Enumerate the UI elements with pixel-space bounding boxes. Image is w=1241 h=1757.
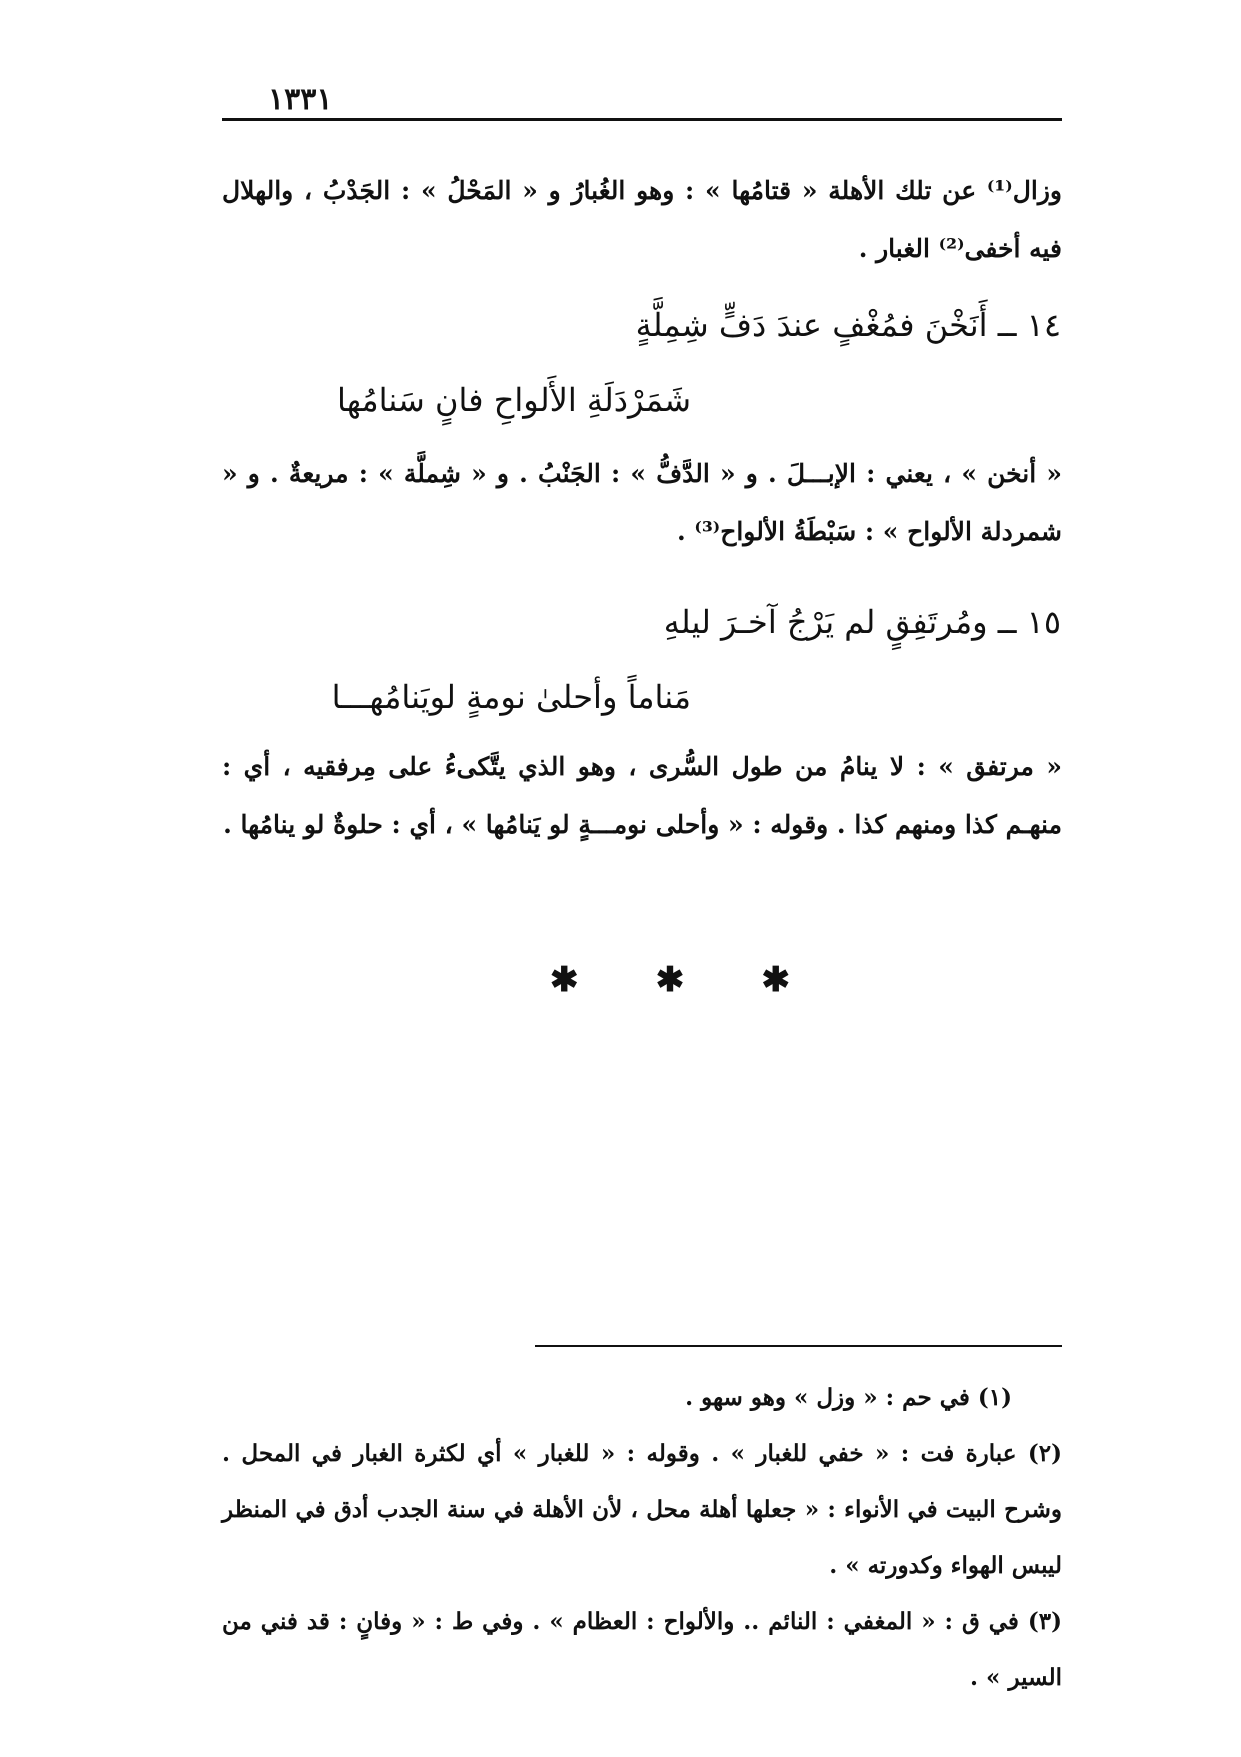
footnote-2: (٢) عبارة فت : « خفي للغبار » . وقوله : « للغبار » أي لكثرة الغبار في المحل . وشرح البيت في الأنواء : « جعلها أهلة محل ، لأن الأهلة في سنة الجدب أدق في المنظر ليبس الهواء وكدورته » . bbox=[222, 1440, 1062, 1579]
paragraph-2: « أنخن » ، يعني : الإبـــلَ . و « الدَّفُّ » : الجَنْبُ . و « شِملَّة » : مريعةٌ . و « شمردلة الألواح » : سَبْطَةُ الألواح⁽³⁾ . bbox=[222, 459, 1062, 546]
section-separator bbox=[550, 960, 790, 1000]
separator-star: ✱ bbox=[655, 960, 685, 1000]
verse-14-line-1: ١٤ ــ أَنَخْنَ فمُغْفٍ عندَ دَفٍّ شِمِلَّةٍ bbox=[635, 306, 1061, 344]
separator-star: ✱ bbox=[550, 960, 579, 1000]
separator-star: ✱ bbox=[761, 960, 790, 1000]
footnote-3: (٣) في ق : « المغفي : النائم .. والألواح : العظام » . وفي ط : « وفانٍ : قد فني من السير » . bbox=[222, 1608, 1062, 1691]
footnote-rule bbox=[535, 1345, 1062, 1347]
header-rule bbox=[222, 118, 1062, 121]
footnotes bbox=[222, 1370, 1062, 1706]
verse-15-line-1: ١٥ ــ ومُرتَفِقٍ لم يَرْجُ آخـرَ ليلهِ bbox=[663, 603, 1061, 641]
verse-15-line-2: مَناماً وأحلىٰ نومةٍ لويَنامُهـــا bbox=[331, 678, 691, 716]
paragraph-3: « مرتفق » : لا ينامُ من طول السُّرى ، وهو الذي يتَّكىءُ على مِرفقيه ، أي : منهـم كذا ومنهم كذا . وقوله : « وأحلى نومـــةٍ لو يَنامُها » ، أي : حلوةٌ لو ينامُها . bbox=[222, 752, 1062, 839]
page-number: ١٣٣١ bbox=[268, 82, 333, 117]
verse-14-line-2: شَمَرْدَلَةِ الأَلواحِ فانٍ سَنامُها bbox=[336, 381, 691, 419]
footnote-1: (١) في حم : « وزل » وهو سهو . bbox=[685, 1384, 1012, 1411]
paragraph-1: وزال⁽¹⁾ عن تلك الأهلة « قتامُها » : وهو الغُبارُ و « المَحْلُ » : الجَدْبُ ، والهلال فيه أخفى⁽²⁾ الغبار . bbox=[222, 176, 1062, 263]
